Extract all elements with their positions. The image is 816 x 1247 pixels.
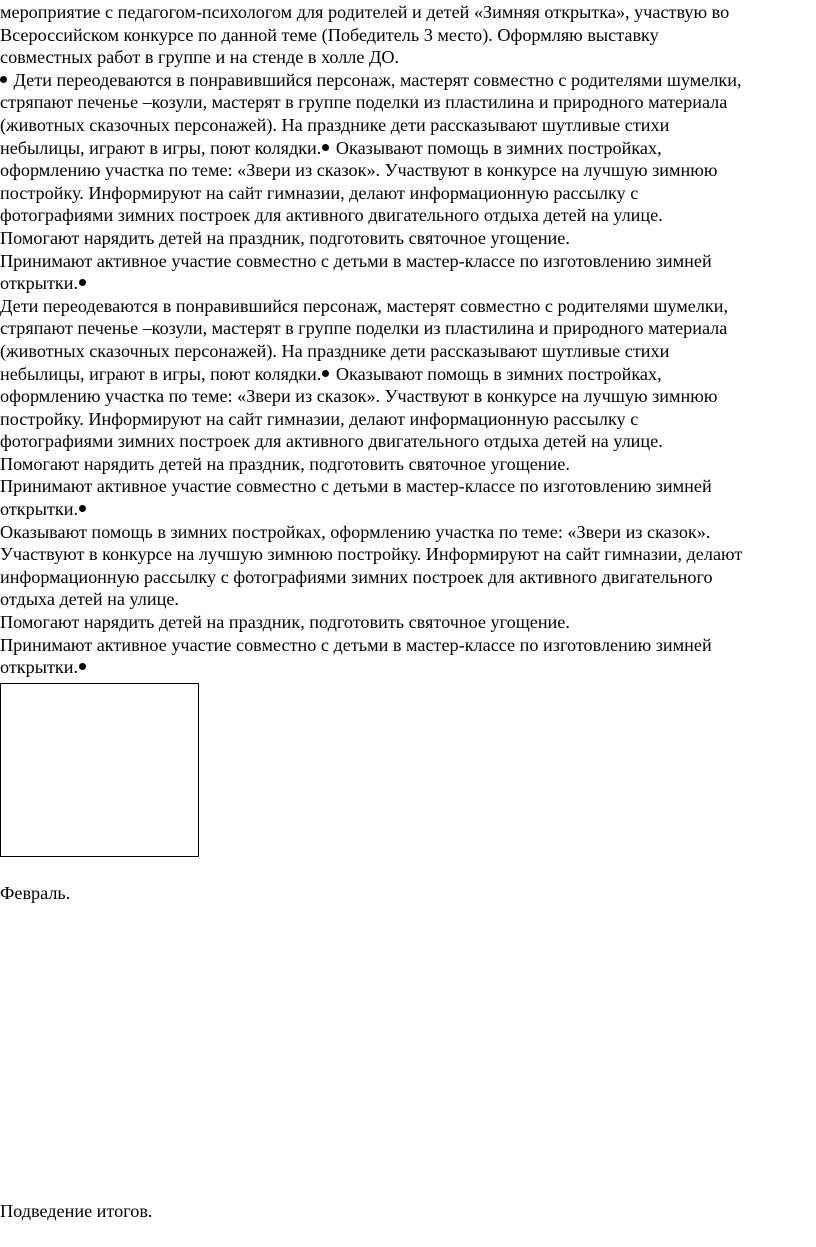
text-line-content: оформлению участка по теме: «Звери из сказок». Участвуют в конкурсе на лучшую зимнюю xyxy=(0,160,718,181)
text-line xyxy=(0,475,812,498)
text-line xyxy=(0,453,812,476)
text-line-content: небылицы, играют в игры, поют колядки. xyxy=(0,137,322,158)
text-line-content: Принимают активное участие совместно с детьми в мастер-классе по изготовлению зимней xyxy=(0,250,712,271)
text-line-content: Помогают нарядить детей на праздник, подготовить святочное угощение. xyxy=(0,453,570,474)
text-line-content: Помогают нарядить детей на праздник, подготовить святочное угощение. xyxy=(0,227,570,248)
text-line-content: фотографиями зимних построек для активного двигательного отдыха детей на улице. xyxy=(0,205,663,226)
summary-heading: Подведение итогов. xyxy=(0,1201,153,1221)
text-line-content: Принимают активное участие совместно с детьми в мастер-классе по изготовлению зимней xyxy=(0,476,712,497)
text-line xyxy=(0,634,812,657)
text-line xyxy=(0,656,812,679)
text-line-content: совместных работ в группе и на стенде в холле ДО. xyxy=(0,47,400,68)
bullet-dot-icon xyxy=(79,663,86,670)
text-line-content: Помогают нарядить детей на праздник, подготовить святочное угощение. xyxy=(0,612,570,633)
text-line-content: мероприятие с педагогом-психологом для родителей и детей «Зимняя открытка», участвую во xyxy=(0,2,730,22)
text-line-content: Дети переодеваются в понравившийся персонаж, мастерят совместно с родителями шумелки, xyxy=(0,295,729,316)
text-line-content: стряпают печенье –козули, мастерят в группе поделки из пластилина и природного материала xyxy=(0,92,728,113)
text-line-continuation: Оказывают помощь в зимних постройках, xyxy=(331,137,662,158)
text-line xyxy=(0,363,812,386)
text-line-content: оформлению участка по теме: «Звери из сказок». Участвуют в конкурсе на лучшую зимнюю xyxy=(0,386,718,407)
text-line-content: стряпают печенье –козули, мастерят в группе поделки из пластилина и природного материала xyxy=(0,318,728,339)
text-line xyxy=(0,543,812,566)
document-body-text xyxy=(0,1,812,679)
text-line-content: Участвуют в конкурсе на лучшую зимнюю постройку. Информируют на сайт гимназии, делают xyxy=(0,544,743,565)
text-line xyxy=(0,24,812,47)
text-line xyxy=(0,272,812,295)
text-line xyxy=(0,430,812,453)
text-line-content: фотографиями зимних построек для активного двигательного отдыха детей на улице. xyxy=(0,431,663,452)
text-line xyxy=(0,227,812,250)
text-line xyxy=(0,69,812,92)
bullet-dot-icon xyxy=(0,76,7,83)
text-line xyxy=(0,521,812,544)
text-line-content: (животных сказочных персонажей). На празднике дети рассказывают шутливые стихи xyxy=(0,340,670,361)
bullet-dot-icon xyxy=(79,505,86,512)
text-line-content: информационную рассылку с фотографиями зимних построек для активного двигательного xyxy=(0,566,713,587)
text-line xyxy=(0,498,812,521)
text-line xyxy=(0,137,812,160)
text-line-content: Всероссийском конкурсе по данной теме (Победитель 3 место). Оформляю выставку xyxy=(0,24,659,45)
empty-image-frame xyxy=(0,683,199,857)
text-line-content: постройку. Информируют на сайт гимназии, делают информационную рассылку с xyxy=(0,408,639,429)
text-line-content: открытки. xyxy=(0,273,79,294)
text-line xyxy=(0,1,812,24)
text-line xyxy=(0,159,812,182)
text-line-content: постройку. Информируют на сайт гимназии, делают информационную рассылку с xyxy=(0,182,639,203)
text-line-content: Принимают активное участие совместно с детьми в мастер-классе по изготовлению зимней xyxy=(0,634,712,655)
text-line xyxy=(0,385,812,408)
text-line-content: Оказывают помощь в зимних постройках, оформлению участка по теме: «Звери из сказок». xyxy=(0,521,711,542)
text-line xyxy=(0,204,812,227)
text-line-content: отдыха детей на улице. xyxy=(0,589,179,610)
text-line xyxy=(0,340,812,363)
text-line-content: открытки. xyxy=(0,499,79,520)
text-line xyxy=(0,182,812,205)
text-line xyxy=(0,611,812,634)
text-line xyxy=(0,408,812,431)
text-line-content: открытки. xyxy=(0,657,79,678)
text-line-content: Дети переодеваются в понравившийся персонаж, мастерят совместно с родителями шумелки, xyxy=(9,69,742,90)
bullet-dot-icon xyxy=(322,370,329,377)
bullet-dot-icon xyxy=(322,144,329,151)
text-line-content: (животных сказочных персонажей). На празднике дети рассказывают шутливые стихи xyxy=(0,114,670,135)
text-line xyxy=(0,250,812,273)
text-line xyxy=(0,295,812,318)
text-line-continuation: Оказывают помощь в зимних постройках, xyxy=(331,363,662,384)
text-line xyxy=(0,114,812,137)
text-line xyxy=(0,46,812,69)
text-line xyxy=(0,566,812,589)
text-line xyxy=(0,588,812,611)
month-heading: Февраль. xyxy=(0,883,71,903)
bullet-dot-icon xyxy=(79,279,86,286)
text-line xyxy=(0,91,812,114)
text-line xyxy=(0,317,812,340)
text-line-content: небылицы, играют в игры, поют колядки. xyxy=(0,363,322,384)
